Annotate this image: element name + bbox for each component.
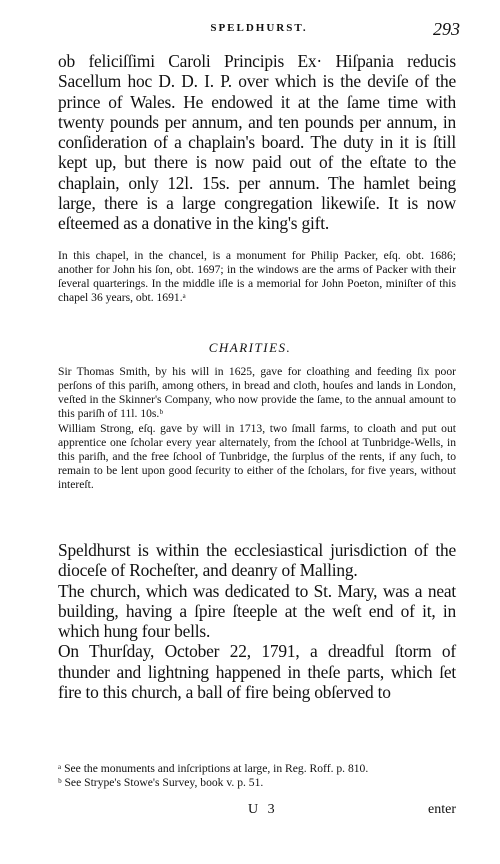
footnotes bbox=[58, 762, 456, 790]
paragraph-1: ob feliciſſimi Caroli Principis Ex· Hiſpania reducis Sacellum hoc D. D. I. P. over which is the deviſe of the prince of Wales. He endowed it at the ſame time with twenty pounds per annum, and ten pounds per annum, in conſideration of a chaplain's board. The duty in it is ſtill kept up, but there is now paid out of the eſtate to the chaplain, only 12l. 15s. per annum. The hamlet being large, there is a large congregation likewiſe. It is now eſteemed as a donative in the king's gift. bbox=[58, 51, 456, 234]
running-head: SPELDHURST. bbox=[210, 22, 308, 34]
paragraph-2: Speldhurst is within the ecclesiastical jurisdiction of the dioceſe of Rocheſter, and deanry of Malling. bbox=[58, 540, 456, 581]
charity-2: William Strong, eſq. gave by will in 1713, two ſmall farms, to cloath and put out apprentice one ſcholar every year alternately, from the ſchool at Tunbridge-Wells, in this pariſh, and the free ſchool of Tunbridge, the ſurplus of the rents, if any ſuch, to remain to be lent upon good ſecurity to either of the ſcholars, for five years, without intereſt. bbox=[58, 422, 456, 491]
charities-block bbox=[58, 365, 456, 492]
charities-heading: CHARITIES. bbox=[208, 340, 292, 355]
page-number: 293 bbox=[433, 19, 460, 39]
catchword: enter bbox=[428, 802, 456, 817]
page-header bbox=[58, 19, 460, 42]
text-block-1 bbox=[58, 51, 456, 234]
paragraph-3: The church, which was dedicated to St. Mary, was a neat building, having a ſpire ſteeple at the weſt end of it, in which hung four bells. bbox=[58, 580, 456, 642]
footnote-b: ᵇ See Strype's Stowe's Survey, book v. p. 51. bbox=[58, 776, 264, 789]
page-footer bbox=[58, 802, 456, 824]
charity-1: Sir Thomas Smith, by his will in 1625, gave for cloathing and feeding ſix poor perſons of this pariſh, among others, in bread and cloth, houſes and lands in London, veſted in the Skinner's Company, who now provide the ſame, to the annual amount to this pariſh of 11l. 10s.ᵇ bbox=[58, 365, 456, 420]
signature-mark: U 3 bbox=[248, 802, 278, 817]
note-block-chapel bbox=[58, 249, 456, 305]
footnote-a: ᵃ See the monuments and inſcriptions at large, in Reg. Roff. p. 810. bbox=[58, 762, 369, 775]
note-chapel: In this chapel, in the chancel, is a monument for Philip Packer, eſq. obt. 1686; another for John his ſon, obt. 1697; in the windows are the arms of Packer with their ſeveral quarterings. In the middle iſle is a memorial for John Poeton, miniſter of this chapel 36 years, obt. 1691.ᵃ bbox=[58, 249, 456, 304]
text-block-2 bbox=[58, 540, 456, 702]
paragraph-4: On Thurſday, October 22, 1791, a dreadful ſtorm of thunder and lightning happened in theſe parts, which ſet fire to this church, a ball of fire being obſerved to bbox=[58, 641, 456, 703]
